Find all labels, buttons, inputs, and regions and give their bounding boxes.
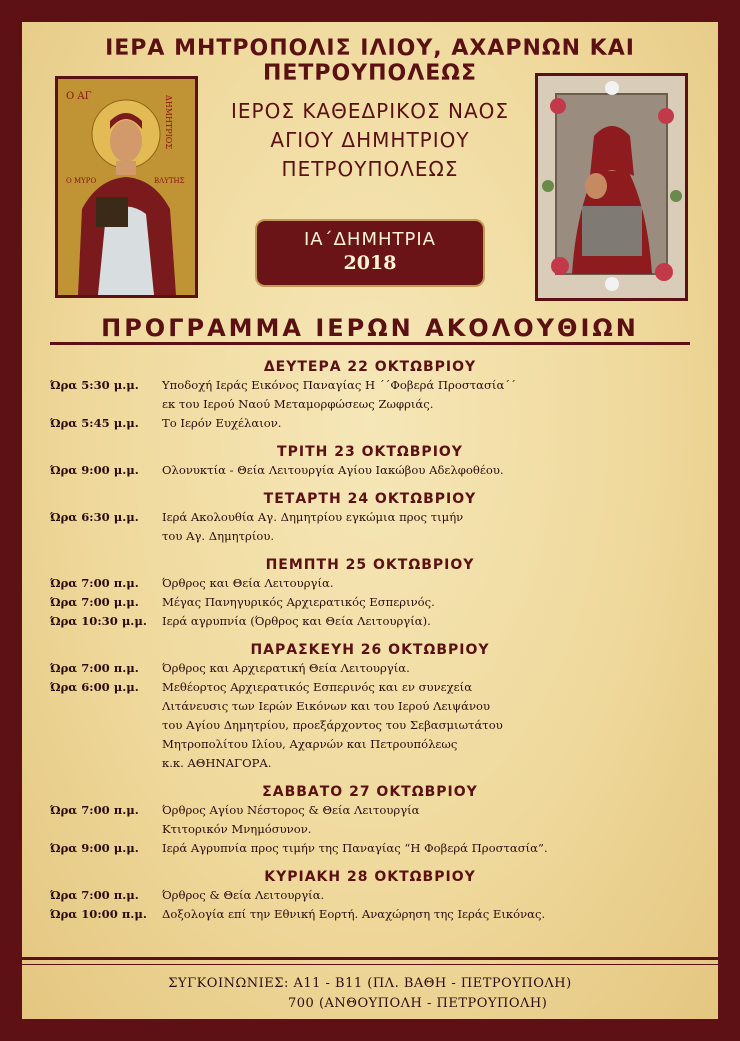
schedule-row (0, 888, 740, 907)
schedule-row (0, 378, 740, 397)
cathedral-line: ΠΕΤΡΟΥΠΟΛΕΩΣ (281, 157, 459, 181)
badge-year: 2018 (343, 252, 397, 274)
day-heading: ΠΑΡΑΣΚΕΥΗ 26 ΟΚΤΩΒΡΙΟΥ (250, 642, 490, 658)
schedule-row (0, 576, 740, 595)
footer-divider-thin (22, 964, 718, 965)
cathedral-line: ΑΓΙΟΥ ΔΗΜΗΤΡΙΟΥ (270, 128, 470, 152)
service-text: Όρθρος και Θεία Λειτουργία. (162, 576, 334, 590)
svg-text:Ο ΜΥΡΟ: Ο ΜΥΡΟ (66, 177, 97, 185)
schedule-row (0, 397, 740, 416)
feast-badge (255, 219, 485, 287)
service-text: Όρθρος Αγίου Νέστορος & Θεία Λειτουργία (162, 803, 420, 817)
schedule-row (0, 737, 740, 756)
service-text: του Αγίου Δημητρίου, προεξάρχοντος του Σεβασμιωτάτου (162, 718, 503, 732)
service-text: Ιερά Ακολουθία Αγ. Δημητρίου εγκώμια προς τιμήν (162, 510, 464, 524)
schedule-row (0, 841, 740, 860)
schedule-row (0, 680, 740, 699)
panagia-icon (535, 73, 688, 301)
service-text: Το Ιερόν Ευχέλαιον. (162, 416, 282, 430)
service-time: Ώρα 5:30 μ.μ. (50, 378, 139, 392)
svg-text:ΒΛΥΤΗΣ: ΒΛΥΤΗΣ (154, 177, 185, 185)
schedule-row (0, 529, 740, 548)
saint-figure-icon (58, 79, 195, 295)
schedule-row (0, 718, 740, 737)
service-text: του Αγ. Δημητρίου. (162, 529, 275, 543)
schedule-row (0, 661, 740, 680)
day-heading: ΤΕΤΑΡΤΗ 24 ΟΚΤΩΒΡΙΟΥ (263, 491, 477, 507)
service-time: Ώρα 7:00 π.μ. (50, 661, 139, 675)
schedule-row (0, 595, 740, 614)
metropolis-title: ΙΕΡΑ ΜΗΤΡΟΠΟΛΙΣ ΙΛΙΟΥ, ΑΧΑΡΝΩΝ ΚΑΙ ΠΕΤΡΟΥΠΟΛΕΩΣ (105, 36, 635, 86)
service-time: Ώρα 9:00 μ.μ. (50, 463, 139, 477)
schedule-row (0, 822, 740, 841)
service-time: Ώρα 7:00 μ.μ. (50, 595, 139, 609)
day-heading: ΣΑΒΒΑΤΟ 27 ΟΚΤΩΒΡΙΟΥ (262, 784, 478, 800)
panagia-image-icon (538, 76, 685, 298)
schedule-row (0, 416, 740, 435)
service-time: Ώρα 7:00 π.μ. (50, 576, 139, 590)
schedule-row (0, 614, 740, 633)
schedule-row (0, 756, 740, 775)
schedule (0, 350, 740, 926)
service-text: Ιερά αγρυπνία (Όρθρος και Θεία Λειτουργία). (162, 614, 431, 628)
transport-line-2: 700 (ΑΝΘΟΥΠΟΛΗ - ΠΕΤΡΟΥΠΟΛΗ) (288, 996, 548, 1011)
program-title: ΠΡΟΓΡΑΜΜΑ ΙΕΡΩΝ ΑΚΟΛΟΥΘΙΩΝ (101, 314, 639, 342)
svg-text:ΔΗΜΗΤΡΙΟΣ: ΔΗΜΗΤΡΙΟΣ (164, 95, 173, 150)
svg-text:Ο ΑΓ: Ο ΑΓ (66, 91, 92, 102)
service-text: Ολονυκτία - Θεία Λειτουργία Αγίου Ιακώβου Αδελφοθέου. (162, 463, 504, 477)
service-text: Μητροπολίτου Ιλίου, Αχαρνών και Πετρουπόλεως (162, 737, 458, 751)
saint-demetrios-icon (55, 76, 198, 298)
day-heading: ΚΥΡΙΑΚΗ 28 ΟΚΤΩΒΡΙΟΥ (264, 869, 476, 885)
transport-line-1: ΣΥΓΚΟΙΝΩΝΙΕΣ: Α11 - Β11 (ΠΛ. ΒΑΘΗ - ΠΕΤΡΟΥΠΟΛΗ) (168, 976, 572, 991)
service-text: Κτιτορικόν Μνημόσυνον. (162, 822, 312, 836)
footer-divider (22, 957, 718, 960)
badge-title: ΙΑ΄ΔΗΜΗΤΡΙΑ (303, 229, 436, 250)
day-heading: ΠΕΜΠΤΗ 25 ΟΚΤΩΒΡΙΟΥ (265, 557, 475, 573)
service-text: Μέγας Πανηγυρικός Αρχιερατικός Εσπερινός. (162, 595, 435, 609)
service-time: Ώρα 7:00 π.μ. (50, 888, 139, 902)
schedule-row (0, 510, 740, 529)
service-text: Όρθρος & Θεία Λειτουργία. (162, 888, 325, 902)
day-heading: ΔΕΥΤΕΡΑ 22 ΟΚΤΩΒΡΙΟΥ (263, 359, 477, 375)
service-time: Ώρα 9:00 μ.μ. (50, 841, 139, 855)
program-title-underline (50, 342, 690, 345)
service-text: Υποδοχή Ιεράς Εικόνος Παναγίας Η ΄΄Φοβερά Προστασία΄΄ (162, 378, 516, 392)
service-text: Δοξολογία επί την Εθνική Εορτή. Αναχώρηση της Ιεράς Εικόνας. (162, 907, 546, 921)
service-time: Ώρα 5:45 μ.μ. (50, 416, 139, 430)
schedule-row (0, 803, 740, 822)
service-text: Μεθέορτος Αρχιερατικός Εσπερινός και εν συνεχεία (162, 680, 473, 694)
schedule-row (0, 463, 740, 482)
service-text: κ.κ. ΑΘΗΝΑΓΟΡΑ. (162, 756, 272, 770)
service-time: Ώρα 7:00 π.μ. (50, 803, 139, 817)
service-time: Ώρα 6:00 μ.μ. (50, 680, 139, 694)
service-text: Όρθρος και Αρχιερατική Θεία Λειτουργία. (162, 661, 410, 675)
service-text: Ιερά Αγρυπνία προς τιμήν της Παναγίας “Η Φοβερά Προστασία”. (162, 841, 548, 855)
day-heading: ΤΡΙΤΗ 23 ΟΚΤΩΒΡΙΟΥ (277, 444, 463, 460)
service-text: εκ του Ιερού Ναού Μεταμορφώσεως Ζωφριάς. (162, 397, 434, 411)
service-time: Ώρα 6:30 μ.μ. (50, 510, 139, 524)
cathedral-line: ΙΕΡΟΣ ΚΑΘΕΔΡΙΚΟΣ ΝΑΟΣ (230, 99, 510, 123)
schedule-row (0, 907, 740, 926)
schedule-row (0, 699, 740, 718)
service-time: Ώρα 10:00 π.μ. (50, 907, 147, 921)
service-time: Ώρα 10:30 μ.μ. (50, 614, 147, 628)
service-text: Λιτάνευσις των Ιερών Εικόνων και του Ιερού Λειψάνου (162, 699, 491, 713)
